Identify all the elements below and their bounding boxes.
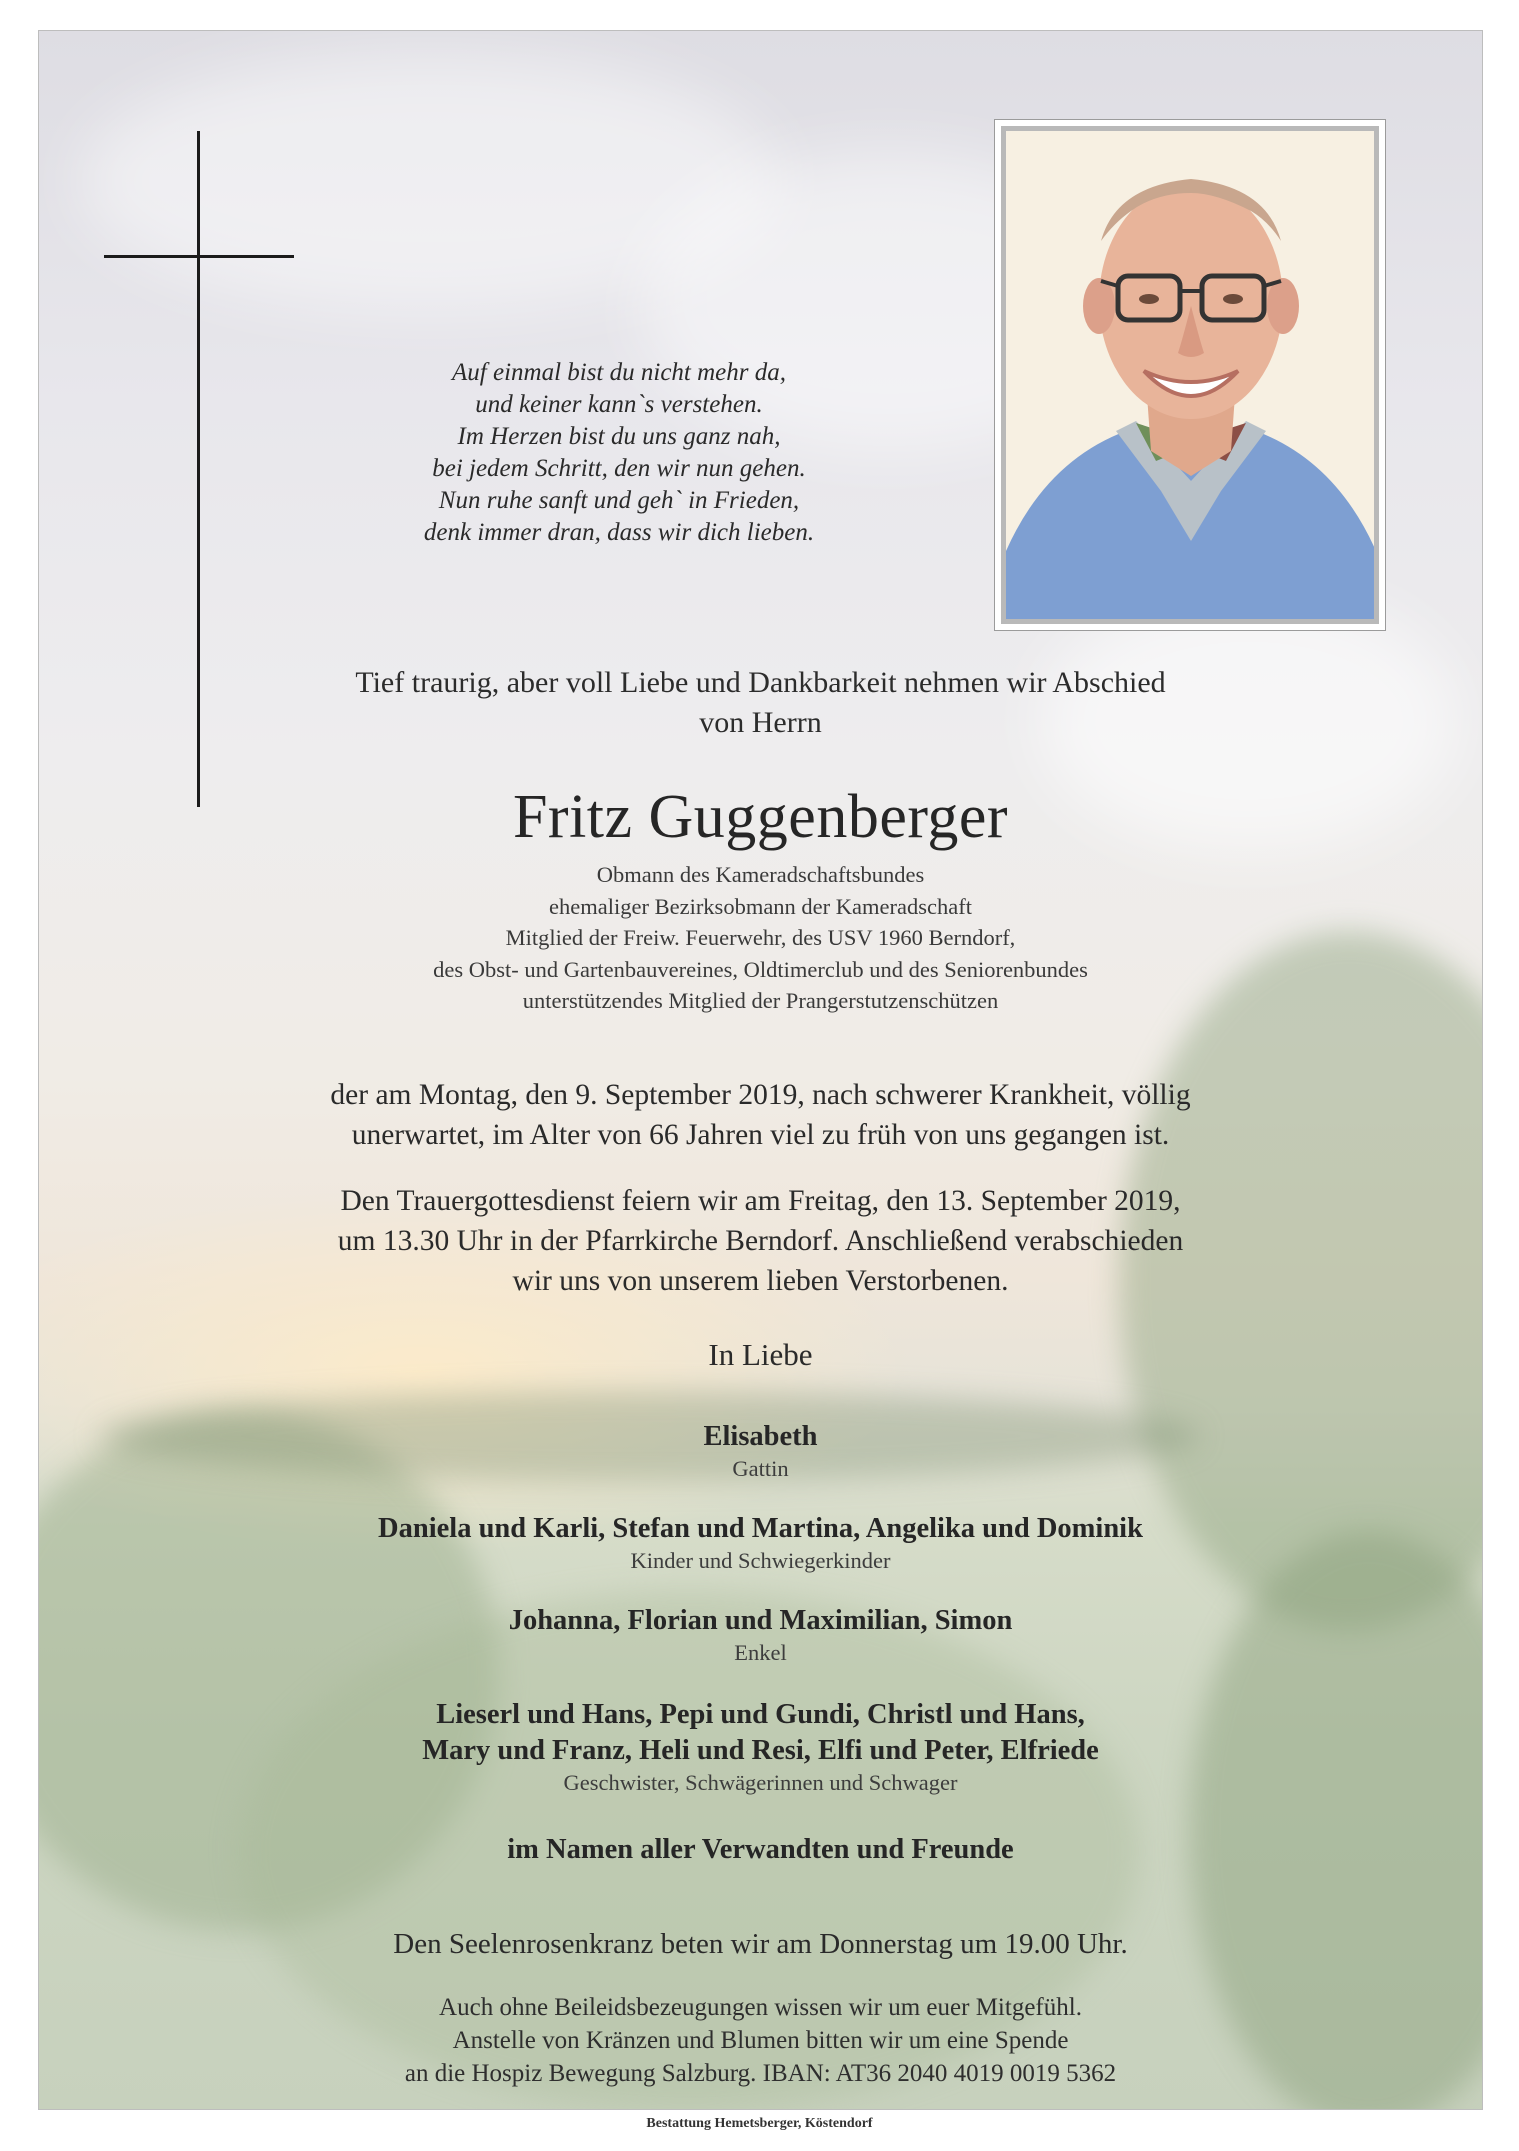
- funeral-notice: [39, 1181, 1482, 1301]
- closing-line: Auch ohne Beileidsbezeugungen wissen wir um euer Mitgefühl.: [439, 1994, 1082, 2021]
- family-children: [39, 1511, 1482, 1575]
- deceased-roles: [39, 859, 1482, 1017]
- family-relation: Enkel: [734, 1640, 787, 1665]
- role-line: unterstützendes Mitglied der Prangerstutzenschützen: [522, 988, 999, 1013]
- poem-line: denk immer dran, dass wir dich lieben.: [423, 519, 815, 546]
- role-line: Obmann des Kameradschaftsbundes: [596, 862, 925, 887]
- poem-line: Im Herzen bist du uns ganz nah,: [457, 423, 781, 450]
- portrait-illustration: [1006, 131, 1376, 621]
- family-names: Johanna, Florian und Maximilian, Simon: [508, 1605, 1013, 1636]
- family-relation: Kinder und Schwiegerkinder: [630, 1548, 891, 1573]
- family-names: Daniela und Karli, Stefan und Martina, Angelika und Dominik: [378, 1513, 1143, 1544]
- deceased-name: Fritz Guggenberger: [512, 783, 1009, 851]
- funeral-notice-line: wir uns von unserem lieben Verstorbenen.: [512, 1265, 1009, 1297]
- portrait-frame: [994, 119, 1386, 631]
- closing-line: Anstelle von Kränzen und Blumen bitten wir um eine Spende: [452, 2027, 1069, 2054]
- family-others: [39, 1832, 1482, 1868]
- funeral-notice-line: Den Trauergottesdienst feiern wir am Freitag, den 13. September 2019,: [340, 1185, 1181, 1217]
- closing-line: an die Hospiz Bewegung Salzburg. IBAN: AT36 2040 4019 0019 5362: [404, 2060, 1117, 2087]
- closing-notice: [39, 1991, 1482, 2090]
- family-siblings: [39, 1697, 1482, 1797]
- farewell-intro-line: von Herrn: [699, 706, 822, 739]
- poem-line: bei jedem Schritt, den wir nun gehen.: [432, 455, 806, 482]
- family-names: im Namen aller Verwandten und Freunde: [507, 1834, 1014, 1865]
- family-grandchildren: [39, 1603, 1482, 1667]
- poem-line: Nun ruhe sanft und geh` in Frieden,: [438, 487, 800, 514]
- role-line: Mitglied der Freiw. Feuerwehr, des USV 1960 Berndorf,: [505, 925, 1016, 950]
- rosary-notice: Den Seelenrosenkranz beten wir am Donnerstag um 19.00 Uhr.: [393, 1928, 1128, 1960]
- obituary-card: [38, 30, 1483, 2110]
- cross-horizontal-bar: [104, 255, 294, 258]
- poem-line: und keiner kann`s verstehen.: [475, 391, 763, 418]
- family-spouse: [39, 1419, 1482, 1483]
- farewell-intro-line: Tief traurig, aber voll Liebe und Dankbarkeit nehmen wir Abschied: [355, 666, 1166, 699]
- family-names: Mary und Franz, Heli und Resi, Elfi und Peter, Elfriede: [422, 1735, 1099, 1766]
- poem-line: Auf einmal bist du nicht mehr da,: [452, 359, 786, 386]
- role-line: ehemaliger Bezirksobmann der Kameradschaft: [549, 893, 972, 919]
- family-relation: Geschwister, Schwägerinnen und Schwager: [563, 1770, 958, 1795]
- family-names: Lieserl und Hans, Pepi und Gundi, Christl und Hans,: [436, 1699, 1085, 1730]
- family-names: Elisabeth: [703, 1421, 818, 1452]
- farewell-intro: [39, 663, 1482, 743]
- funeral-notice-line: um 13.30 Uhr in der Pfarrkirche Berndorf. Anschließend verabschieden: [337, 1225, 1184, 1257]
- death-notice-line: der am Montag, den 9. September 2019, nach schwerer Krankheit, völlig: [330, 1079, 1191, 1111]
- death-notice-line: unerwartet, im Alter von 66 Jahren viel zu früh von uns gegangen ist.: [351, 1119, 1170, 1151]
- family-relation: Gattin: [732, 1456, 789, 1481]
- death-notice: [39, 1075, 1482, 1155]
- poem: [339, 357, 899, 549]
- portrait-photo: [1001, 126, 1379, 624]
- role-line: des Obst- und Gartenbauvereines, Oldtimerclub und des Seniorenbundes: [433, 956, 1088, 982]
- in-love-heading: In Liebe: [708, 1337, 813, 1372]
- funeral-home-credit: Bestattung Hemetsberger, Köstendorf: [646, 2116, 873, 2131]
